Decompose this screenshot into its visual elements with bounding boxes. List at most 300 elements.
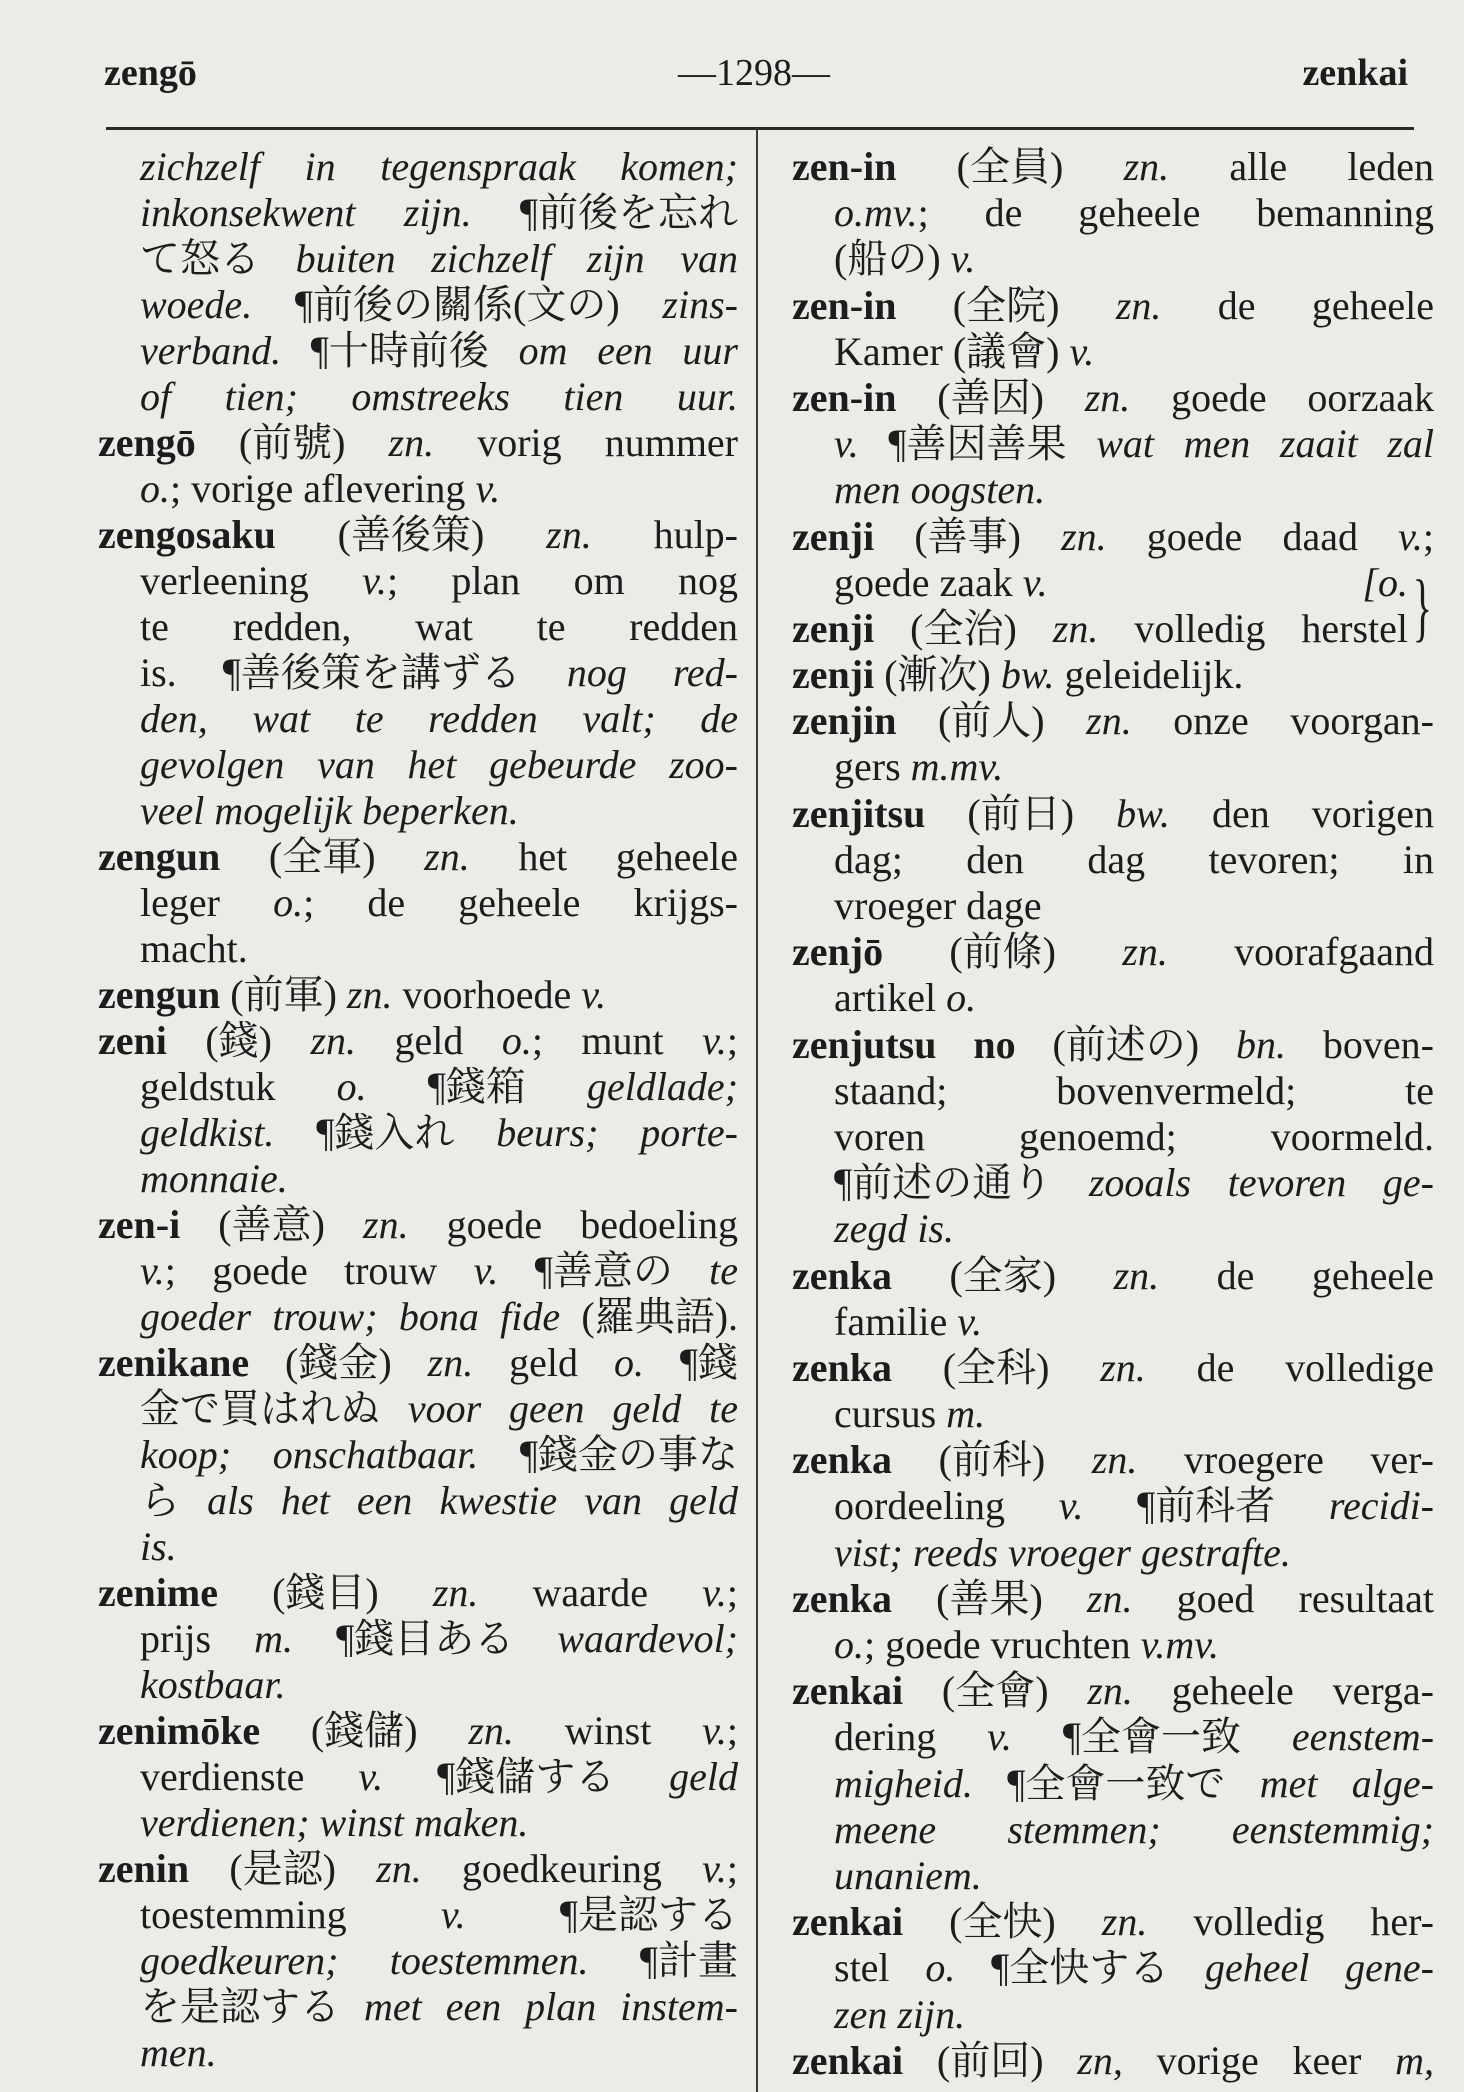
dictionary-entry xyxy=(98,1202,738,1340)
entry-line xyxy=(98,1938,738,1984)
dictionary-entry xyxy=(792,1253,1434,1345)
text: ; xyxy=(726,1846,738,1891)
line-content xyxy=(140,1616,738,1662)
line-content xyxy=(140,1432,738,1478)
line-content xyxy=(140,1892,738,1938)
text: (善果) xyxy=(892,1575,1087,1621)
italic-text: zn. xyxy=(1100,1344,1146,1390)
entry-line xyxy=(98,2030,738,2076)
entry-line xyxy=(792,283,1434,329)
italic-text: woede. xyxy=(140,282,253,327)
right-column xyxy=(792,144,1434,2084)
text: (前科) xyxy=(892,1437,1092,1483)
line-content xyxy=(140,236,738,282)
text: (船の) xyxy=(834,236,951,282)
entry-line xyxy=(792,1530,1434,1576)
italic-text: als het een kwestie van geld xyxy=(207,1478,739,1523)
line-content xyxy=(792,144,1434,190)
text: ; goede vruchten xyxy=(864,1622,1141,1667)
italic-text: zn. xyxy=(424,834,470,879)
text: ; xyxy=(726,1570,738,1615)
line-content xyxy=(792,1345,1434,1391)
dictionary-entry xyxy=(98,972,738,1018)
entry-line xyxy=(792,1853,1434,1899)
line-content xyxy=(792,929,1434,975)
text: (是認) xyxy=(189,1846,377,1891)
line-content xyxy=(834,1853,982,1899)
line-content xyxy=(140,696,738,742)
entry-line xyxy=(792,1761,1434,1807)
entry-line xyxy=(792,190,1434,236)
text: ¶計畫 xyxy=(588,1938,738,1983)
text: (全治) xyxy=(874,605,1053,651)
line-content xyxy=(140,880,738,926)
italic-text: zn. xyxy=(1113,1252,1160,1298)
line-content xyxy=(834,1945,1434,1991)
text: alle leden xyxy=(1169,144,1435,189)
line-content xyxy=(834,883,1042,929)
text: (全快) xyxy=(903,1899,1102,1945)
italic-text: o.mv. xyxy=(834,190,918,236)
italic-text: koop; onschatbaar. xyxy=(140,1432,479,1477)
italic-text: wat men zaait zal xyxy=(1096,421,1435,467)
italic-text: geldkist. xyxy=(140,1110,275,1155)
dictionary-entry xyxy=(792,2038,1434,2084)
italic-text: v. xyxy=(957,1298,983,1344)
italic-text: zn. xyxy=(310,1018,357,1063)
text: (全家) xyxy=(892,1252,1114,1298)
entry-line xyxy=(792,236,1434,282)
text: (前回) xyxy=(903,2037,1078,2083)
text: (全員) xyxy=(896,144,1124,189)
italic-text: unaniem. xyxy=(834,1852,982,1898)
headword: zenji xyxy=(792,605,875,651)
text: stel xyxy=(834,1945,926,1991)
italic-text: v. xyxy=(440,1892,466,1937)
entry-line xyxy=(98,1064,738,1110)
line-content xyxy=(140,1156,288,1202)
italic-text: recidi- xyxy=(1328,1483,1434,1529)
text: (善事) xyxy=(874,513,1062,559)
text: familie xyxy=(834,1298,958,1344)
line-content xyxy=(98,1340,738,1386)
entry-line xyxy=(792,652,1434,698)
headword: zenjutsu no xyxy=(792,1021,1016,1067)
line-content xyxy=(834,236,975,282)
entry-line xyxy=(98,1248,738,1294)
text: staand; bovenvermeld; te xyxy=(834,1067,1434,1113)
dictionary-entry xyxy=(98,1570,738,1708)
entry-line xyxy=(98,1800,738,1846)
text: (善後策) xyxy=(275,512,547,557)
line-content xyxy=(834,1530,1291,1576)
line-content xyxy=(834,190,1434,236)
italic-text: v. xyxy=(1022,559,1048,605)
italic-text: den, wat te redden valt; de xyxy=(140,696,738,741)
line-content xyxy=(834,744,1003,790)
entry-line xyxy=(98,1846,738,1892)
headword: zengun xyxy=(98,834,221,879)
headword: zenka xyxy=(792,1575,892,1621)
italic-text: waardevol; xyxy=(557,1616,738,1661)
italic-text: zins- xyxy=(662,282,738,327)
running-head-first-word: zengō xyxy=(104,52,197,94)
text: (全會) xyxy=(903,1668,1088,1714)
line-content xyxy=(140,1110,738,1156)
italic-text: v. xyxy=(702,1708,727,1753)
entry-line xyxy=(792,560,1434,606)
italic-text: o. xyxy=(273,880,304,925)
text: (前軍) xyxy=(220,972,347,1017)
dictionary-entry xyxy=(98,512,738,834)
text: verdienste xyxy=(140,1754,359,1799)
text: goed resultaat xyxy=(1132,1575,1434,1621)
line-content xyxy=(140,1386,738,1432)
entry-line xyxy=(98,236,738,282)
italic-text: m, xyxy=(1395,2037,1434,2083)
text: winst xyxy=(513,1708,703,1753)
italic-text: monnaie. xyxy=(140,1156,288,1201)
entry-line xyxy=(98,1616,738,1662)
entry-line xyxy=(98,742,738,788)
line-content xyxy=(834,1391,985,1437)
headword: zenimōke xyxy=(98,1708,261,1753)
italic-text: zn. xyxy=(432,1570,479,1615)
entry-line xyxy=(98,650,738,696)
line-content xyxy=(792,1022,1434,1068)
entry-line xyxy=(792,883,1434,929)
italic-text: zn. xyxy=(427,1340,474,1385)
italic-text: v. xyxy=(702,1846,727,1891)
text: is. ¶善後策を講ずる xyxy=(140,650,567,695)
text: (前日) xyxy=(925,790,1117,836)
text: ; xyxy=(726,1708,738,1753)
text: ; munt xyxy=(531,1018,703,1063)
text: ¶前後を忘れ xyxy=(471,190,738,235)
italic-text: kostbaar. xyxy=(140,1662,286,1707)
italic-text: vist; reeds vroeger gestrafte. xyxy=(834,1529,1291,1575)
text: ¶前科者 xyxy=(1083,1483,1329,1529)
brace-mark: } xyxy=(1412,564,1432,650)
italic-text: zn. xyxy=(546,512,592,557)
italic-text: buiten zichzelf zijn van xyxy=(295,236,738,281)
text: voren genoemd; voormeld. xyxy=(834,1113,1434,1159)
text: geld xyxy=(473,1340,614,1385)
line-content xyxy=(98,1018,738,1064)
text: (前述の) xyxy=(1015,1021,1237,1067)
italic-text: of tien; omstreeks tien uur. xyxy=(140,374,738,419)
line-content xyxy=(140,1294,738,1340)
line-content xyxy=(140,1984,738,2030)
italic-text: v. xyxy=(475,466,501,511)
entry-line xyxy=(792,1206,1434,1252)
page-number: —1298— xyxy=(678,52,830,94)
entry-line xyxy=(792,1068,1434,1114)
text: prijs xyxy=(140,1616,255,1661)
line-content xyxy=(834,421,1434,467)
italic-text: nog red- xyxy=(566,650,738,695)
entry-line xyxy=(792,1345,1434,1391)
dictionary-entry xyxy=(98,1340,738,1570)
text: voorafgaand xyxy=(1167,929,1434,975)
entry-line xyxy=(98,926,738,972)
italic-text: gevolgen van het gebeurde zoo- xyxy=(140,742,738,787)
text: ¶錢 xyxy=(643,1340,739,1385)
entry-line xyxy=(98,1892,738,1938)
headword: zenka xyxy=(792,1437,892,1483)
headword: zenjō xyxy=(792,929,884,975)
italic-text: v. xyxy=(987,1714,1012,1760)
entry-line xyxy=(792,329,1434,375)
italic-text: o. xyxy=(834,1622,864,1667)
text: onze voorgan- xyxy=(1131,698,1434,744)
italic-text: zegd is. xyxy=(834,1206,954,1252)
italic-text: zn. xyxy=(1052,605,1099,651)
italic-text: veel mogelijk beperken. xyxy=(140,788,519,833)
entry-line xyxy=(98,1386,738,1432)
text: て怒る xyxy=(140,236,296,281)
italic-text: zooals tevoren ge- xyxy=(1088,1160,1435,1206)
italic-text: zn. xyxy=(1087,1668,1133,1714)
dictionary-entry xyxy=(792,791,1434,930)
entry-line xyxy=(98,604,738,650)
italic-text: zn. xyxy=(1123,144,1170,189)
line-content xyxy=(140,282,738,328)
italic-text: v. xyxy=(1058,1483,1084,1529)
headword: zenkai xyxy=(792,1899,904,1945)
italic-text: goedkeuren; toestemmen. xyxy=(140,1938,589,1983)
text: den vorigen xyxy=(1169,790,1434,836)
italic-text: o. xyxy=(925,1945,956,1991)
line-content xyxy=(140,788,519,834)
line-content xyxy=(140,1938,738,1984)
headword: zenji xyxy=(792,652,875,698)
text: boven- xyxy=(1286,1021,1434,1067)
text: ¶前後の關係(文の) xyxy=(252,282,663,327)
entry-line xyxy=(98,696,738,742)
text: ¶前述の通り xyxy=(834,1160,1089,1206)
text: ; xyxy=(726,1018,738,1063)
italic-text: is. xyxy=(140,1524,177,1569)
italic-text: zichzelf in tegenspraak komen; xyxy=(140,144,738,189)
text: volledig her- xyxy=(1147,1899,1434,1945)
italic-text: v.mv. xyxy=(1140,1622,1220,1667)
line-content xyxy=(792,2038,1434,2084)
entry-line xyxy=(792,1807,1434,1853)
line-content xyxy=(834,1114,1434,1160)
line-content xyxy=(140,1754,738,1800)
dictionary-entry xyxy=(98,420,738,512)
column-divider xyxy=(756,128,758,2092)
italic-text: met een plan instem- xyxy=(363,1984,738,2029)
entry-line xyxy=(792,2038,1434,2084)
entry-line xyxy=(98,1110,738,1156)
text: ; de geheele krijgs- xyxy=(303,880,738,925)
margin-note: [o. xyxy=(1362,559,1408,605)
text: (全軍) xyxy=(220,834,425,879)
text: goede zaak xyxy=(834,559,1023,605)
line-content xyxy=(792,375,1434,421)
italic-text: v. xyxy=(581,972,607,1017)
entry-line xyxy=(98,1754,738,1800)
italic-text: voor geen geld te xyxy=(407,1386,738,1431)
headword: zen-in xyxy=(792,374,897,420)
text: (錢目) xyxy=(217,1570,433,1615)
entry-line xyxy=(98,1018,738,1064)
entry-line xyxy=(792,421,1434,467)
italic-text: verband. xyxy=(140,328,282,373)
text: te redden, wat te redden xyxy=(140,604,738,649)
text: ; goede trouw xyxy=(164,1248,474,1293)
entry-line xyxy=(98,1294,738,1340)
entry-line xyxy=(792,837,1434,883)
text: macht. xyxy=(140,926,248,971)
text: ¶善因善果 xyxy=(858,421,1097,467)
line-content xyxy=(834,837,1434,883)
text: (錢金) xyxy=(249,1340,428,1385)
text: ; vorige aflevering xyxy=(170,466,476,511)
text: ; plan om nog xyxy=(386,558,739,603)
entry-line xyxy=(98,558,738,604)
italic-text: v. xyxy=(362,558,387,603)
entry-line xyxy=(792,1299,1434,1345)
italic-text: o. xyxy=(501,1018,532,1063)
italic-text: bw. xyxy=(1116,790,1170,836)
headword: zengō xyxy=(98,420,196,465)
line-content xyxy=(140,650,738,696)
entry-line xyxy=(98,1708,738,1754)
entry-line xyxy=(792,1160,1434,1206)
italic-text: m. xyxy=(254,1616,294,1661)
line-content xyxy=(140,558,738,604)
dictionary-entry xyxy=(792,514,1434,606)
text: Kamer (議會) xyxy=(834,328,1070,374)
text: 金で買はれぬ xyxy=(140,1386,408,1431)
line-content xyxy=(792,1899,1434,1945)
entry-line xyxy=(98,1156,738,1202)
entry-line xyxy=(792,1576,1434,1622)
line-content xyxy=(98,1846,738,1892)
running-head-last-word: zenkai xyxy=(1302,52,1408,94)
dictionary-entry xyxy=(792,1345,1434,1437)
headword: zenkai xyxy=(792,1668,904,1714)
text: (前條) xyxy=(883,929,1123,975)
text: ¶錢入れ xyxy=(274,1110,497,1155)
line-content xyxy=(792,791,1434,837)
dictionary-entry xyxy=(792,283,1434,375)
text: (善因) xyxy=(896,374,1085,420)
italic-text: v. xyxy=(834,421,859,467)
line-content xyxy=(834,1483,1434,1529)
italic-text: geld xyxy=(669,1754,739,1799)
text: oordeeling xyxy=(834,1483,1059,1529)
italic-text: bn. xyxy=(1236,1021,1287,1067)
text: ¶錢目ある xyxy=(293,1616,558,1661)
entry-line xyxy=(98,190,738,236)
line-content xyxy=(140,1524,177,1570)
italic-text: migheid. xyxy=(834,1760,973,1806)
italic-text: zen zijn. xyxy=(834,1991,966,2037)
text: hulp- xyxy=(591,512,738,557)
text: ¶十時前後 xyxy=(281,328,519,373)
line-content xyxy=(834,329,1094,375)
line-content xyxy=(98,512,738,558)
italic-text: met alge- xyxy=(1259,1760,1434,1806)
text: geheele verga- xyxy=(1132,1668,1434,1714)
text: (漸次) xyxy=(874,652,1001,698)
text: geld xyxy=(356,1018,502,1063)
text: ¶善意の xyxy=(498,1248,710,1293)
entry-line xyxy=(792,1437,1434,1483)
dictionary-entry xyxy=(98,1846,738,2076)
headword: zenjin xyxy=(792,698,897,744)
line-content xyxy=(140,1064,738,1110)
line-content xyxy=(834,1622,1219,1668)
entry-line xyxy=(792,975,1434,1021)
text: ; xyxy=(1422,513,1435,559)
entry-line xyxy=(98,1984,738,2030)
line-content xyxy=(834,467,1045,513)
line-content xyxy=(792,1253,1434,1299)
entry-line xyxy=(98,1524,738,1570)
line-content xyxy=(834,1714,1434,1760)
text: artikel xyxy=(834,975,947,1021)
headword: zen-in xyxy=(792,282,897,328)
text: ¶全會一致で xyxy=(972,1760,1260,1806)
headword: zenka xyxy=(792,1252,892,1298)
italic-text: zn. xyxy=(363,1202,409,1247)
line-content xyxy=(98,420,738,466)
line-content xyxy=(98,1202,738,1248)
italic-text: zn. xyxy=(1086,698,1132,744)
text: goede bedoeling xyxy=(408,1202,738,1247)
entry-line xyxy=(98,328,738,374)
text: (全院) xyxy=(896,282,1116,328)
line-content xyxy=(792,283,1434,329)
text: het geheele xyxy=(469,834,738,879)
header-rule xyxy=(106,127,1414,130)
text: (全科) xyxy=(892,1344,1101,1390)
line-content xyxy=(140,1662,286,1708)
line-content xyxy=(834,1068,1434,1114)
text: de geheele xyxy=(1159,1252,1434,1298)
dictionary-entry xyxy=(98,834,738,972)
text: (前人) xyxy=(896,698,1087,744)
entry-line xyxy=(792,1622,1434,1668)
text: ら xyxy=(140,1478,208,1523)
italic-text: v. xyxy=(473,1248,499,1293)
entry-line xyxy=(792,1899,1434,1945)
italic-text: zn. xyxy=(1101,1899,1148,1945)
italic-text: beurs; porte- xyxy=(496,1110,738,1155)
text: gers xyxy=(834,744,911,790)
text: vorig nummer xyxy=(434,420,738,465)
text: geldstuk xyxy=(140,1064,337,1109)
text: geleidelijk. xyxy=(1054,652,1244,698)
italic-text: m.mv. xyxy=(910,744,1004,790)
headword: zengosaku xyxy=(98,512,276,557)
entry-line xyxy=(792,1391,1434,1437)
italic-text: zn. xyxy=(1115,282,1162,328)
line-content xyxy=(792,1437,1434,1483)
text: leger xyxy=(140,880,274,925)
italic-text: eenstem- xyxy=(1291,1714,1435,1760)
text: vroegere ver- xyxy=(1137,1437,1434,1483)
line-content xyxy=(834,1160,1434,1206)
headword: zen-i xyxy=(98,1202,181,1247)
entry-line xyxy=(98,282,738,328)
entry-line xyxy=(98,374,738,420)
